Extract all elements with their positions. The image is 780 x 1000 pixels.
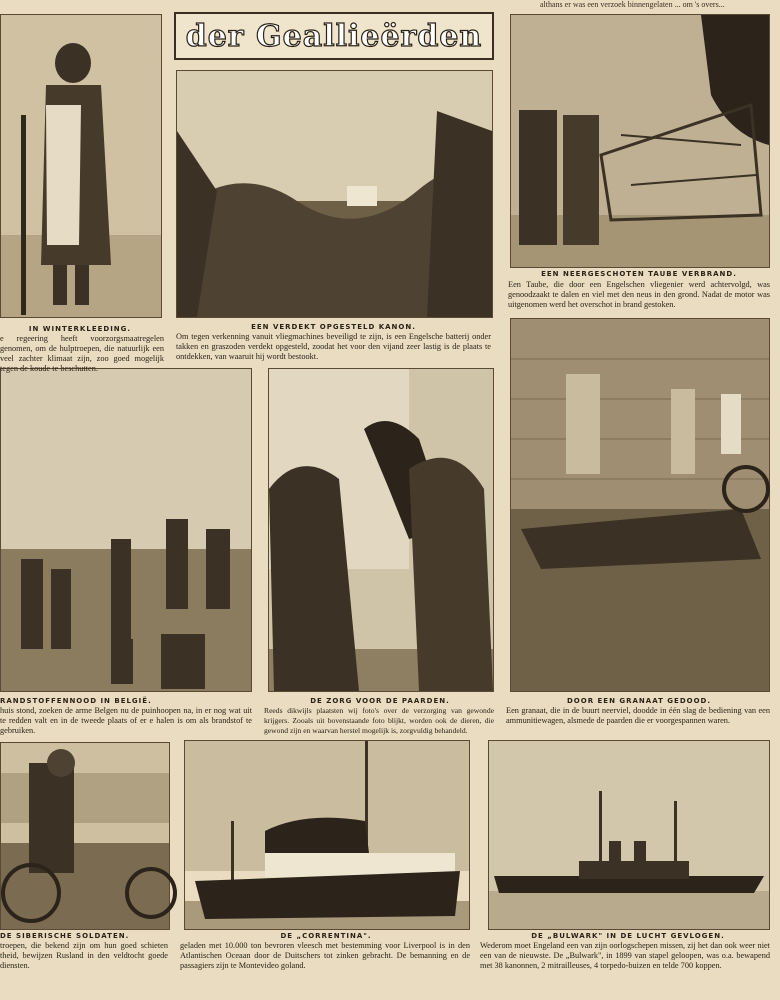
page-title: der Geallieërden (185, 18, 483, 54)
caption-title-taube: EEN NEERGESCHOTEN TAUBE VERBRAND. (541, 270, 737, 278)
caption-title-kanon: EEN VERDEKT OPGESTELD KANON. (251, 323, 416, 331)
caption-title-winter: IN WINTERKLEEDING. (28, 325, 132, 333)
caption-text-brandstof: huis stond, zoeken de arme Belgen nu de puinhoopen na, in er nog wat uit te redden valt en in de tweede plaats of er e halen is om als brandstof te gebruiken. (0, 706, 252, 735)
photo-belgian-fuel (0, 368, 252, 692)
caption-text-winter: e regeering heeft voorzorgsmaatregelen genomen, om de hulptroepen, die natuurlijk een veel zachter klimaat zijn, zoo goed mogelijk tegen de koude te beschutten. (0, 334, 164, 373)
caption-text-bulwark: Wederom moet Engeland een van zijn oorlogschepen missen, zij het dan ook weer niet een van de nieuwste. De „Bulwark", in 1899 van stapel geloopen, was o.a. bewapend met 38 kanonnen, 2 mitrailleuses, 4 torpedo-buizen en telde 700 koppen. (480, 941, 770, 970)
photo-hidden-cannon (176, 70, 493, 318)
photo-winter-soldier (0, 14, 162, 318)
caption-title-paarden: DE ZORG VOOR DE PAARDEN. (310, 697, 450, 705)
photo-burned-taube (510, 14, 770, 268)
caption-title-bulwark: DE „BULWARK" IN DE LUCHT GEVLOGEN. (531, 932, 725, 940)
caption-title-brandstof: RANDSTOFFENNOOD IN BELGIË. (0, 697, 152, 705)
caption-text-siberische: troepen, die bekend zijn om hun goed schieten theid, bewijzen Rusland in den veldtocht goede diensten. (0, 941, 168, 970)
caption-title-correntina: DE „CORRENTINA". (280, 932, 372, 940)
header-title-box (174, 12, 494, 60)
caption-title-granaat: DOOR EEN GRANAAT GEDOOD. (566, 697, 712, 705)
photo-horse-care (268, 368, 494, 692)
top-text-fragment: althans er was een verzoek binnengelaten ... om 's overs... (540, 0, 725, 9)
caption-text-correntina: geladen met 10.000 ton bevroren vleesch met bestemming voor Liverpool is in den Atlantischen Oceaan door de Duitschers tot zinken gebracht. De bemanning en de passagiers zijn te Montevideo goland. (180, 941, 470, 970)
caption-text-kanon: Om tegen verkenning vanuit vliegmachines beveiligd te zijn, is een Engelsche batterij onder takken en graszoden verdekt opgesteld, zoodat het voor den vijand zeer lastig is de plaats te ontdekken, van waaruit hij wordt bestookt. (176, 332, 491, 361)
caption-title-siberische: DE SIBERISCHE SOLDATEN. (0, 932, 130, 940)
caption-text-paarden: Reeds dikwijls plaatsten wij foto's over de verzorging van gewonde krijgers. Zooals uit bovenstaande foto blijkt, worden ook de dieren, die gewond zijn en waarvan herstel mogelijk is, zorgvuldig behandeld. (264, 706, 494, 735)
caption-text-taube: Een Taube, die door een Engelschen vliegenier werd achtervolgd, was genoodzaakt te dalen en viel met den neus in den grond. Nadat de motor was uitgenomen werd het overschot in brand gestoken. (508, 280, 770, 309)
photo-bulwark-ship (488, 740, 770, 930)
photo-correntina-ship (184, 740, 470, 930)
photo-siberian-soldiers (0, 742, 170, 930)
photo-grenade-killed (510, 318, 770, 692)
caption-text-granaat: Een granaat, die in de buurt neerviel, doodde in één slag de bediening van een ammunitiewagen, alsmede de paarden die er voorgespannen waren. (506, 706, 770, 725)
